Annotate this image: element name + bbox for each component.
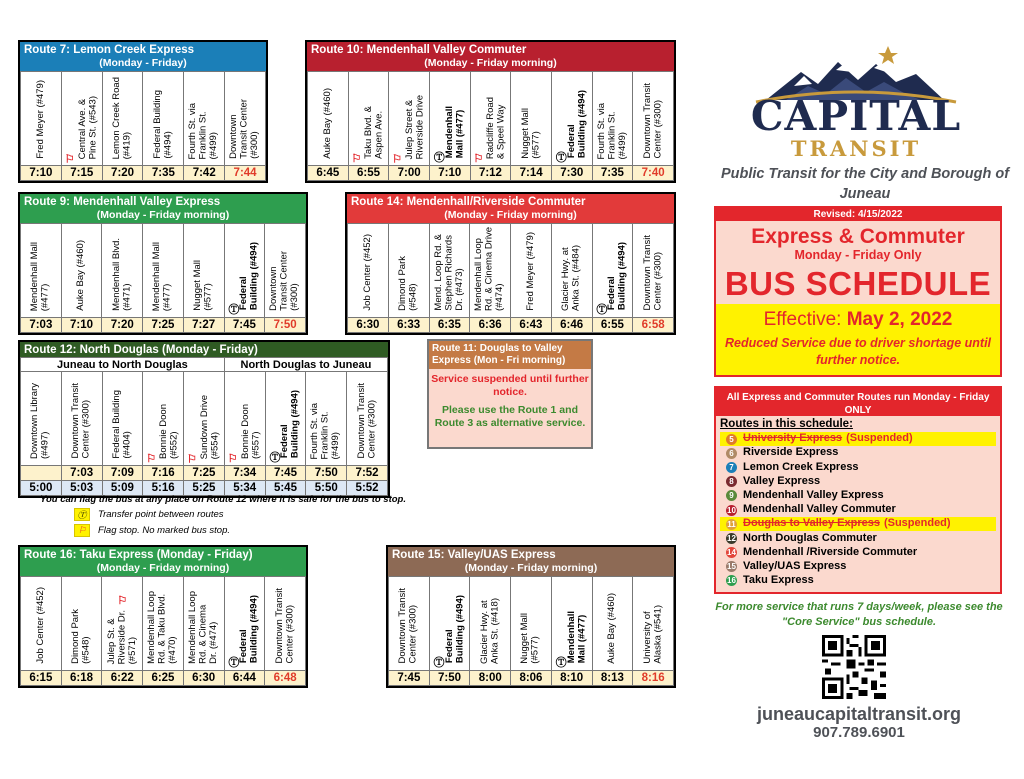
time-cell: 7:44 (225, 166, 266, 181)
stop-cell (470, 224, 511, 318)
time-cell: 8:06 (511, 671, 552, 686)
transfer-icon: Ⓣ (433, 152, 445, 164)
route-list-item (720, 460, 996, 474)
time-cell: 7:50 (265, 318, 306, 333)
stops-row (308, 72, 674, 166)
time-cell: 6:58 (633, 318, 674, 333)
route-7-schedule (20, 71, 266, 181)
time-cell: 5:52 (347, 481, 388, 496)
time-cell: 8:16 (633, 671, 674, 686)
route-list-item (720, 517, 996, 531)
stop-name: Job Center (#452) (34, 587, 46, 664)
route-number-badge: 12 (727, 533, 736, 543)
stop-name: Federal Building (#404) (110, 390, 133, 459)
transfer-icon: Ⓣ (555, 657, 567, 669)
route-number-badge: 10 (727, 505, 736, 515)
stops-row (348, 224, 674, 318)
stop-name: Mendenhall Mall (#477) (151, 241, 173, 311)
times-row (308, 166, 674, 181)
transfer-icon: Ⓣ (269, 452, 281, 464)
route-number-badge: 5 (726, 434, 737, 445)
stop-name: Downtown Transit Center (#300) (397, 588, 419, 664)
route-list-name: Taku Express (743, 574, 814, 587)
route-16-title: Route 16: Taku Express (Monday - Friday) (20, 547, 306, 562)
time-cell: 7:42 (184, 166, 225, 181)
qr-code[interactable] (822, 635, 886, 699)
stop-name: Glacier Hwy. at Anka St. (#484) (560, 244, 582, 311)
stop-cell (551, 577, 592, 671)
transfer-icon: Ⓣ (555, 152, 567, 164)
route-list-item (720, 560, 996, 574)
stop-name: Mendenhall Blvd. (#471) (110, 238, 133, 311)
route-list-item (720, 475, 996, 489)
route-12-name: Route 12: North Douglas (24, 344, 159, 356)
stop-name: Julep Street & Riverside Drive (404, 94, 426, 159)
stop-name: Radcliffe Road & Speel Way (485, 96, 507, 159)
time-cell: 6:45 (308, 166, 349, 181)
stop-name: Federal Building (#494) (238, 594, 260, 663)
stop-cell (183, 224, 224, 318)
stop-cell (470, 72, 511, 166)
time-cell: 5:45 (265, 481, 306, 496)
stop-name: Mendenhall Loop Rd. & Cinema Dr. (#474) (186, 591, 219, 664)
route-list-name: Riverside Express (743, 446, 839, 459)
route-11-title: Route 11: Douglas to Valley Express (Mon - Fri morning) (429, 341, 591, 369)
route-16-table (18, 545, 308, 688)
route-number-badge: 11 (727, 519, 736, 529)
route-list-name: Mendenhall /Riverside Commuter (743, 545, 918, 558)
route-number-badge: 14 (727, 548, 736, 558)
route-number-badge: 8 (726, 476, 737, 487)
time-cell: 8:10 (551, 671, 592, 686)
stop-cell (633, 72, 674, 166)
schedule-info-panel (714, 206, 1002, 377)
route-9-days: (Monday - Friday morning) (20, 209, 306, 223)
flag-icon: ⚐ (473, 153, 487, 165)
stop-cell (225, 72, 266, 166)
stop-cell (308, 72, 349, 166)
stop-cell (265, 577, 306, 671)
stop-cell (592, 72, 633, 166)
time-cell: 7:50 (306, 466, 347, 481)
route-list-item (720, 574, 996, 588)
time-cell: 6:55 (592, 318, 633, 333)
time-cell: 6:25 (143, 671, 184, 686)
effective-line (716, 308, 1000, 332)
stop-cell (143, 72, 184, 166)
time-cell: 6:36 (470, 318, 511, 333)
stops-row (21, 577, 306, 671)
stop-name: Glacier Hwy. at Anka St. (#418) (478, 597, 501, 664)
route-14-table (345, 192, 676, 335)
stops-row (389, 577, 674, 671)
stop-cell (143, 224, 184, 318)
stop-name: Fourth St. via Franklin St. (#499) (187, 102, 220, 159)
flag-icon: ⚐ (146, 453, 160, 465)
time-cell: 7:45 (224, 318, 265, 333)
time-cell: 6:18 (61, 671, 102, 686)
stop-name: Dimond Park (#548) (70, 609, 92, 664)
stop-cell (348, 72, 389, 166)
route-list-item (720, 489, 996, 503)
stop-name: Federal Building (#494) (606, 241, 628, 310)
stop-name: Julep St. & Riverside Dr. (#571) (105, 609, 138, 664)
stop-cell (61, 372, 102, 466)
stop-cell (183, 577, 224, 671)
stop-cell (224, 372, 265, 466)
times-row (389, 671, 674, 686)
legend-flag (74, 524, 230, 537)
stop-cell (102, 72, 143, 166)
stop-cell (551, 224, 592, 318)
legend-transfer (74, 508, 224, 521)
effective-date: May 2, 2022 (846, 309, 953, 330)
stop-name: Auke Bay (#460) (75, 240, 87, 311)
time-cell: 7:14 (511, 166, 552, 181)
time-cell: 7:20 (102, 318, 143, 333)
stop-cell (224, 577, 265, 671)
stop-cell (633, 224, 674, 318)
times-row (21, 671, 306, 686)
time-cell: 6:30 (183, 671, 224, 686)
time-cell: 7:34 (224, 466, 265, 481)
reduced-service-note: Reduced Service due to driver shortage until further notice. (724, 336, 992, 367)
effective-label: Effective: (763, 309, 842, 330)
transfer-icon: Ⓣ (228, 304, 240, 316)
stop-name: Sundown Drive (#554) (198, 394, 221, 459)
time-cell: 7:35 (592, 166, 633, 181)
stop-cell (21, 372, 62, 466)
time-cell: 7:35 (143, 166, 184, 181)
time-cell: 6:48 (265, 671, 306, 686)
stop-name: University of Alaska (#541) (641, 605, 664, 664)
time-cell: 5:50 (306, 481, 347, 496)
stop-name: Nugget Mall (#577) (519, 613, 541, 664)
time-cell: 7:10 (429, 166, 470, 181)
route-15-days: (Monday - Friday morning) (388, 562, 674, 576)
route-16-days: (Monday - Friday morning) (20, 562, 306, 576)
time-cell: 7:12 (470, 166, 511, 181)
times-row-1 (21, 466, 388, 481)
stop-name: Mend. Loop Rd. & Stephen Richards Dr. (#473) (432, 234, 465, 311)
stop-cell (389, 577, 430, 671)
stop-name: Auke Bay (#460) (321, 88, 333, 159)
route-7-days: (Monday - Friday) (20, 57, 266, 71)
time-cell: 5:03 (61, 481, 102, 496)
time-cell: 7:15 (61, 166, 102, 181)
stop-cell (347, 372, 388, 466)
time-cell: 7:45 (265, 466, 306, 481)
stop-cell (511, 72, 552, 166)
more-service-note: For more service that runs 7 days/week, please see the "Core Service" bus schedule. (715, 601, 1003, 628)
time-cell: 7:10 (61, 318, 102, 333)
stop-cell (389, 72, 430, 166)
route-list-item (720, 446, 996, 460)
legend-transfer-text: Transfer point between routes (98, 509, 224, 520)
stop-name: Taku Blvd. & Aspen Ave. (363, 106, 385, 159)
time-cell: 6:22 (102, 671, 143, 686)
route-number-badge: 6 (726, 448, 737, 459)
route-list-name: Lemon Creek Express (743, 460, 859, 473)
time-cell: 7:27 (183, 318, 224, 333)
bus-schedule-heading: BUS SCHEDULE (724, 265, 992, 302)
flag-icon: ⚐ (74, 524, 90, 537)
stop-cell (429, 224, 470, 318)
route-10-schedule (307, 71, 674, 181)
stop-name: Downtown Transit Center (#300) (641, 83, 664, 159)
flag-icon: ⚐ (351, 153, 365, 165)
stop-cell (348, 224, 389, 318)
days-only: Monday - Friday Only (794, 248, 922, 262)
route-15-title: Route 15: Valley/UAS Express (388, 547, 674, 562)
stop-cell (21, 577, 62, 671)
stop-cell (184, 72, 225, 166)
routes-list-title: Routes in this schedule: (720, 418, 853, 430)
stop-cell (224, 224, 265, 318)
stops-row (21, 224, 306, 318)
route-number-badge: 16 (727, 576, 736, 586)
time-cell: 7:03 (61, 466, 102, 481)
stop-cell (143, 372, 184, 466)
time-cell: 7:20 (102, 166, 143, 181)
time-cell: 6:44 (224, 671, 265, 686)
stop-cell (551, 72, 592, 166)
brand-capital: CAPITAL (750, 92, 962, 140)
routes-items (720, 432, 996, 588)
route-14-days: (Monday - Friday morning) (347, 209, 674, 223)
stop-cell (306, 372, 347, 466)
stop-name: Auke Bay (#460) (606, 593, 618, 664)
time-cell: 7:50 (429, 671, 470, 686)
route-11-notice (427, 339, 593, 449)
route-7-table (18, 40, 268, 183)
stop-name: Fourth St. via Franklin St. (#499) (595, 102, 628, 159)
stop-cell (511, 224, 552, 318)
stop-cell (143, 577, 184, 671)
stop-name: Mendenhall Mall (#477) (29, 241, 51, 311)
stops-row (21, 372, 388, 466)
time-cell: 5:34 (224, 481, 265, 496)
time-cell: 7:52 (347, 466, 388, 481)
route-list-name: Mendenhall Valley Commuter (743, 503, 896, 516)
stop-name: Downtown Transit Center (#300) (641, 235, 664, 311)
stop-cell (592, 224, 633, 318)
stop-name: Federal Building (#494) (151, 90, 174, 159)
stop-name: Fourth St. via Franklin St. (#499) (309, 402, 342, 459)
transfer-icon: Ⓣ (433, 657, 445, 669)
route-list-name: Valley/UAS Express (743, 559, 847, 572)
stop-name: Federal Building (#494) (565, 89, 588, 158)
route-9-title: Route 9: Mendenhall Valley Express (20, 194, 306, 209)
stop-cell (592, 577, 633, 671)
route-11-suspended: Service suspended until further notice. (431, 373, 589, 398)
stop-cell (102, 372, 143, 466)
route-list-item (720, 531, 996, 545)
stops-row (21, 72, 266, 166)
direction-north-douglas-to-juneau: North Douglas to Juneau (224, 358, 387, 372)
route-10-table (305, 40, 676, 183)
stop-cell (511, 577, 552, 671)
stop-name: Job Center (#452) (361, 234, 373, 311)
stop-name: Downtown Library (#497) (29, 382, 51, 459)
flag-icon: ⚐ (64, 153, 78, 165)
stop-cell (265, 224, 306, 318)
route-list-name: Mendenhall Valley Express (743, 489, 884, 502)
route-15-schedule (388, 576, 674, 686)
route-12-title (20, 342, 388, 357)
transfer-icon: Ⓣ (74, 508, 90, 521)
route-15-table (386, 545, 676, 688)
stop-cell (21, 72, 62, 166)
time-cell: 6:55 (348, 166, 389, 181)
effective-box (716, 304, 1000, 375)
stop-cell (429, 577, 470, 671)
stop-cell (61, 224, 102, 318)
time-cell: 7:45 (389, 671, 430, 686)
stop-name: Fred Meyer (#479) (524, 232, 536, 311)
stop-name: Federal Building (#494) (279, 389, 301, 458)
direction-row (21, 358, 388, 372)
time-cell: 5:09 (102, 481, 143, 496)
stop-cell (429, 72, 470, 166)
stop-cell (61, 577, 102, 671)
route-list-item (720, 503, 996, 517)
time-cell: 6:46 (551, 318, 592, 333)
revised-date: Revised: 4/15/2022 (716, 208, 1000, 221)
route-list-name: Douglas to Valley Express (743, 517, 880, 530)
time-cell: 7:25 (184, 466, 225, 481)
stop-name: Bonnie Doon (#552) (158, 404, 180, 459)
stop-cell (470, 577, 511, 671)
stop-cell (61, 72, 102, 166)
route-9-table (18, 192, 308, 335)
brand-transit: TRANSIT (790, 136, 922, 161)
time-cell: 6:30 (348, 318, 389, 333)
time-cell: 6:35 (429, 318, 470, 333)
route-list-name: North Douglas Commuter (743, 531, 877, 544)
stop-cell (21, 224, 62, 318)
stop-cell (388, 224, 429, 318)
route-number-badge: 9 (726, 490, 737, 501)
route-9-schedule (20, 223, 306, 333)
time-cell: 7:40 (633, 166, 674, 181)
route-number-badge: 15 (727, 562, 736, 572)
phone-number: 907.789.6901 (813, 724, 905, 741)
time-cell: 5:00 (21, 481, 62, 496)
stop-name: Nugget Mall (#577) (519, 108, 542, 159)
time-cell: 7:30 (551, 166, 592, 181)
time-cell: 6:15 (21, 671, 62, 686)
all-routes-header: All Express and Commuter Routes run Monday - Friday ONLY (714, 386, 1002, 422)
stop-cell (265, 372, 306, 466)
stop-name: Downtown Transit Center (#300) (268, 251, 301, 311)
stop-name: Federal Building (#494) (443, 594, 466, 663)
route-14-schedule (347, 223, 674, 333)
stop-name: Downtown Transit Center (#300) (355, 383, 378, 459)
stop-cell (633, 577, 674, 671)
time-cell: 7:03 (21, 318, 62, 333)
time-cell: 7:10 (21, 166, 62, 181)
stop-name: Lemon Creek Road (#419) (111, 76, 133, 159)
stop-name: Mendenhall Loop Rd. & Taku Blvd. (#470) (146, 591, 179, 664)
time-cell: 7:09 (102, 466, 143, 481)
routes-list (714, 416, 1002, 594)
stop-cell (184, 372, 225, 466)
stop-name: Downtown Transit Center (#300) (70, 383, 92, 459)
route-10-title: Route 10: Mendenhall Valley Commuter (307, 42, 674, 57)
direction-juneau-to-north-douglas: Juneau to North Douglas (21, 358, 225, 372)
website-link[interactable]: juneaucapitaltransit.org (756, 704, 962, 724)
time-cell: 7:16 (143, 466, 184, 481)
time-cell: 7:25 (143, 318, 184, 333)
time-cell: 6:43 (511, 318, 552, 333)
stop-name: Downtown Transit Center (#300) (273, 588, 296, 664)
time-cell: 7:00 (389, 166, 430, 181)
stop-name: Downtown Transit Center (#300) (228, 99, 261, 159)
route-16-schedule (20, 576, 306, 686)
route-14-title: Route 14: Mendenhall/Riverside Commuter (347, 194, 674, 209)
route-number-badge: 7 (726, 462, 737, 473)
route-12-table (18, 340, 390, 498)
stop-cell (102, 224, 143, 318)
stop-name: Mendenhall Mall (#477) (443, 105, 466, 158)
route-list-item (720, 432, 996, 446)
stop-cell (102, 577, 143, 671)
flag-icon: ⚐ (186, 453, 200, 465)
flag-icon: ⚐ (227, 453, 241, 465)
times-row (21, 318, 306, 333)
time-cell: 5:25 (184, 481, 225, 496)
stop-name: Mendenhall Mall (#477) (565, 610, 588, 663)
stop-name: Mendenhall Loop Rd. & Cinema Drive (#474) (473, 227, 506, 311)
stop-name: Fred Meyer (#479) (34, 80, 46, 159)
route-12-days: (Monday - Friday) (162, 344, 258, 356)
time-cell: 5:16 (143, 481, 184, 496)
route-list-name: University Express (743, 432, 843, 445)
stop-name: Dimond Park (#548) (397, 256, 419, 311)
express-commuter-heading: Express & Commuter (751, 225, 965, 248)
route-10-days: (Monday - Friday morning) (307, 57, 674, 71)
suspended-label: (Suspended) (846, 432, 913, 445)
transfer-icon: Ⓣ (596, 304, 608, 316)
suspended-label: (Suspended) (883, 517, 951, 530)
time-cell: 8:13 (592, 671, 633, 686)
route-12-flag-note: You can flag the bus at any place on Route 12 where it is safe for the bus to stop. (40, 494, 406, 505)
time-cell: 6:33 (388, 318, 429, 333)
stop-name: Bonnie Doon (#557) (239, 404, 262, 459)
stop-name: Nugget Mall (#577) (192, 260, 214, 311)
transfer-icon: Ⓣ (228, 657, 240, 669)
brand-tagline: Public Transit for the City and Borough of Juneau (720, 166, 1010, 202)
route-list-item (720, 546, 996, 560)
time-cell (21, 466, 62, 481)
route-list-name: Valley Express (743, 474, 821, 487)
route-12-schedule (20, 357, 388, 496)
stop-name: Federal Building (#494) (238, 241, 260, 310)
flag-icon: ⚐ (117, 594, 128, 607)
stop-name: Central Ave. & Pine St. (#543) (76, 95, 99, 159)
route-7-title: Route 7: Lemon Creek Express (20, 42, 266, 57)
route-11-alternative: Please use the Route 1 and Route 3 as alternative service. (434, 404, 586, 429)
time-cell: 8:00 (470, 671, 511, 686)
legend-flag-text: Flag stop. No marked bus stop. (98, 525, 231, 536)
flag-icon: ⚐ (392, 153, 406, 165)
times-row (21, 166, 266, 181)
times-row (348, 318, 674, 333)
